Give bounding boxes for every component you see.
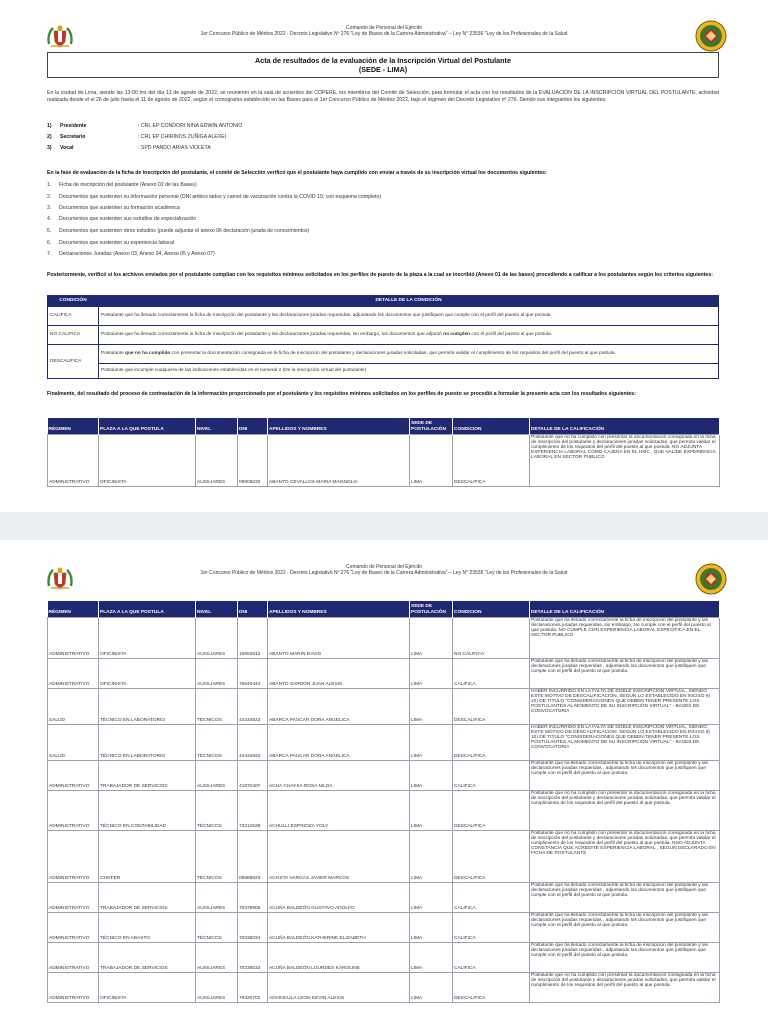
detail-emphasis: que no ha cumplido — [125, 351, 171, 357]
cell-nivel: AUXILIARES — [196, 942, 238, 972]
copere-seal-logo — [694, 562, 728, 596]
table-row — [48, 830, 720, 882]
item-num: 3. — [47, 205, 52, 211]
condition-label: NO CALIFICA — [48, 326, 99, 344]
header-line-2: 1er Concurso Público de Méritos 2022 - Decreto Legislativo Nº 276 "Ley de Bases de la Carrera Administrativa" – Ley N° 23536 "Ley de los Profesionales de la Salud — [200, 570, 568, 577]
item-num: 4. — [47, 216, 52, 222]
item-num: 5. — [47, 228, 52, 234]
table-row — [48, 790, 720, 830]
cell-sede: LIMA — [410, 912, 453, 942]
table-row — [48, 760, 720, 790]
cell-dni: 76320702 — [238, 972, 268, 1002]
phase-paragraph: En la fase de evaluación de la ficha de inscripción del postulante, el comité de Selección verificó que el postulante haya cumplido con enviar a través de su inscripción virtual los documentos siguientes: — [47, 170, 547, 176]
condition-label: DESCALIFICA — [48, 345, 99, 378]
document-item-1 — [47, 182, 197, 188]
cell-regimen: ADMINISTRATIVO — [48, 972, 99, 1002]
cell-plaza: OFICINISTA — [99, 434, 196, 486]
condition-detail — [99, 345, 718, 363]
cell-nivel: AUXILIARES — [196, 658, 238, 688]
results-table-page-2 — [47, 601, 720, 1003]
cell-plaza: TRABAJADOR DE SERVICIOS — [99, 942, 196, 972]
item-text: Documentos que sustenten otros estudios (puede adjuntar el anexo 06 declaración jurada de conocimientos) — [59, 228, 310, 234]
cell-nivel: AUXILIARES — [196, 617, 238, 658]
cell-nombres: ABANTO CEVALLOS MARIA MAGNOLIA — [268, 434, 410, 486]
title-line-2: (SEDE - LIMA) — [358, 64, 408, 74]
item-num: 2. — [47, 194, 52, 200]
final-paragraph: Finalmente, del resultado del proceso de contrastación de la información proporcionado por el postulante y los requisitos mínimos solicitados en los perfiles de puesto se procedió a formular la presente acta con los resultados siguientes: — [47, 391, 636, 397]
cell-detalle: Postulante que no ha cumplido con presentar la documentación consignada en la ficha de inscripción del postulante y declaraciones juradas solicitadas, que permita validar el cumplimiento de los requisitos del perfil del puesto al que postula. NO ADJUNTA EXPERIENCIA LABORAL COMO CAJERA EN EL HMC , QUE VALIDE EXPERIENCIA LABORAL EN SECTOR PUBLICO — [530, 434, 720, 486]
cell-dni: 41870407 — [238, 760, 268, 790]
table-row — [48, 724, 720, 760]
document-page-2 — [0, 540, 768, 1024]
cell-nivel: TÉCNICOS — [196, 688, 238, 724]
item-text: Documentos que sustenten su experiencia laboral — [59, 240, 175, 246]
cell-plaza: TÉCNICO EN LABORATORIO — [99, 688, 196, 724]
cell-dni: 70336033 — [238, 942, 268, 972]
member-num: 3) — [47, 145, 52, 151]
cell-detalle: HABER INCURRIDO EN LA FALTA DE DOBLE INSCRIPCIÓN VIRTUAL, SIENDO ESTE MOTIVO DE DESCALIFICACIÓN, SEGÚN LO ESTABLECIDO EN INCISO 9) 10) DE TITULO "CONSIDERACIONES QUE DEBEN TENER PRESENTE LOS POSTULANTES AL MOMENTO DE SU INSCRIPCIÓN VIRTUAL" - BASES DE CONVOCATORIA — [530, 724, 720, 760]
cell-detalle: HABER INCURRIDO EN LA FALTA DE DOBLE INSCRIPCIÓN VIRTUAL, SIENDO ESTE MOTIVO DE DESCALIFICACIÓN, SEGÚN LO ESTABLECIDO EN INCISO 9) 10) DE TITULO "CONSIDERACIONES QUE DEBEN TENER PRESENTE LOS POSTULANTES AL MOMENTO DE SU INSCRIPCIÓN VIRTUAL" - BASES DE CONVOCATORIA — [530, 688, 720, 724]
cell-nombres: ABANTO MARIN DAVID — [268, 617, 410, 658]
cell-dni: 76640444 — [238, 658, 268, 688]
document-item-4 — [47, 216, 196, 222]
col-condicion: CONDICION — [453, 601, 530, 617]
cell-nivel: TÉCNICOS — [196, 724, 238, 760]
col-nivel: NIVEL — [196, 601, 238, 617]
cell-sede: LIMA — [410, 724, 453, 760]
table-row — [48, 942, 720, 972]
col-dni: DNI — [238, 418, 268, 434]
detail-part: Postulante que ha llenado correctamente la ficha de inscripción del postulante y las declaraciones juradas requeridas, sin embargo, los documentos que adjuntó — [101, 332, 442, 338]
cell-sede: LIMA — [410, 790, 453, 830]
cell-nivel: AUXILIARES — [196, 882, 238, 912]
cell-nombres: ACOSTA VARGAS JAVIER MARCOS — [268, 830, 410, 882]
cell-nivel: AUXILIARES — [196, 972, 238, 1002]
condition-header: CONDICIÓN — [48, 296, 99, 306]
detail-header: DETALLE DE LA CONDICIÓN — [99, 296, 718, 306]
cell-nombres: ABARCA PAUCAR DORA ANGELICA — [268, 724, 410, 760]
member-num: 2) — [47, 134, 52, 140]
col-dni: DNI — [238, 601, 268, 617]
cell-condicion: DESCALIFICA — [453, 790, 530, 830]
table-row — [48, 882, 720, 912]
cell-condicion: DESCALIFICA — [453, 830, 530, 882]
cell-sede: LIMA — [410, 972, 453, 1002]
cell-plaza: TÉCNICO EN LABORATORIO — [99, 724, 196, 760]
document-header — [0, 25, 768, 37]
cell-detalle: Postulante que no ha cumplido con presentar la documentación consignada en la ficha de inscripción del postulante y declaraciones juradas solicitadas, que permita validar el cumplimiento de los requisitos del perfil del puesto al que postula. NNO ADJUNTA CONSTANCIA QUE ACREDITE EXPERIENCIA LABORAL , SEGUN DECLARADO EN FICHA DE POSTULANTE — [530, 830, 720, 882]
cell-nivel: AUXILIARES — [196, 434, 238, 486]
condition-detail — [99, 326, 718, 344]
cell-detalle: Postulante que ha llenado correctamente la ficha de inscripción del postulante y las declaraciones juradas requeridas , adjuntando los documentos que justifiquen que cumple con el perfil del puesto al que postula. — [530, 760, 720, 790]
copere-seal-logo — [694, 19, 728, 53]
cell-plaza: CHOFER — [99, 830, 196, 882]
col-detalle: DETALLE DE LA CALIFICACIÓN — [530, 601, 720, 617]
col-nivel: NIVEL — [196, 418, 238, 434]
col-condicion: CONDICION — [453, 418, 530, 434]
cell-sede: LIMA — [410, 617, 453, 658]
member-name: : CRL EP CONDORI NINA EDWIN ANTONIO — [138, 123, 243, 129]
cell-condicion: DESCALIFICA — [453, 434, 530, 486]
document-item-7 — [47, 251, 215, 257]
cell-sede: LIMA — [410, 882, 453, 912]
cell-sede: LIMA — [410, 830, 453, 882]
cell-condicion: DESCALIFICA — [453, 724, 530, 760]
cell-nombres: ACHA CHAYSA ROSA NILDA — [268, 760, 410, 790]
cell-detalle: Postulante que ha llenado correctamente la ficha de inscripción del postulante y las declaraciones juradas requeridas , adjuntando los documentos que justifiquen que cumple con el perfil del puesto al que postula. — [530, 658, 720, 688]
document-item-6 — [47, 240, 174, 246]
table-row — [48, 434, 720, 486]
cell-condicion: CALIFICA — [453, 912, 530, 942]
cell-nombres: ACUÑA BALDEÓN KATHERINE ELIZABETH — [268, 912, 410, 942]
header-line-1: Comando de Personal del Ejército — [346, 25, 422, 31]
cell-plaza: OFICINISTA — [99, 972, 196, 1002]
item-num: 6. — [47, 240, 52, 246]
cell-regimen: ADMINISTRATIVO — [48, 942, 99, 972]
table-row — [48, 617, 720, 658]
col-plaza: PLAZA A LA QUE POSTULA — [99, 601, 196, 617]
cell-nombres: ABANTO SARDON JUAN ALEXIS — [268, 658, 410, 688]
cell-regimen: ADMINISTRATIVO — [48, 658, 99, 688]
cell-detalle: Postulante que ha llenado correctamente la ficha de inscripción del postulante y las declaraciones juradas requeridas , adjuntando los documentos que justifiquen que cumple con el perfil del puesto al que postula. — [530, 942, 720, 972]
member-vocal — [47, 145, 211, 151]
table-row — [48, 658, 720, 688]
cell-dni: 44434823 — [238, 724, 268, 760]
cell-nivel: TÉCNICOS — [196, 830, 238, 882]
cell-condicion: CALIFICA — [453, 760, 530, 790]
cell-detalle: Postulante que no ha cumplido con presentar la documentación consignada en la ficha de inscripción del postulante y declaraciones juradas solicitadas, que permita validar el cumplimiento de los requisitos del perfil del puesto al que postula. — [530, 972, 720, 1002]
cell-condicion: CALIFICA — [453, 942, 530, 972]
cell-regimen: ADMINISTRATIVO — [48, 617, 99, 658]
cell-condicion: DESCALIFICA — [453, 972, 530, 1002]
detail-part: Postulante — [101, 351, 126, 357]
document-title — [47, 52, 719, 78]
condition-label: CALIFICA — [48, 307, 99, 325]
cell-regimen: SALUD — [48, 688, 99, 724]
intro-paragraph: En la ciudad de Lima, siendo las 13:00 hrs del día 12 de agosto de 2022, se reunieron en la sala de acuerdos del COPERE, los miembros del Comité de Selección, para formular el acta con los resultados de la EVALUACIÓN DE LA INSCRIPCIÓN VIRTUAL DEL POSTULANTE, actividad realizada desde el el 26 de julio hasta el 11 de agosto de 2022, según el cronograma establecido en las Bases para el 1er Concurso Público de Méritos 2022, bajo el régimen del Decreto Legislativo nº 276. Siendo sus integrantes los siguientes: — [47, 90, 719, 103]
document-item-3 — [47, 205, 180, 211]
col-detalle: DETALLE DE LA CALIFICACIÓN — [530, 418, 720, 434]
document-header — [0, 564, 768, 576]
descalifica-details — [99, 345, 718, 378]
item-num: 1. — [47, 182, 52, 188]
cell-regimen: ADMINISTRATIVO — [48, 912, 99, 942]
cell-nivel: TÉCNICOS — [196, 912, 238, 942]
cell-dni: 44434823 — [238, 688, 268, 724]
cell-dni: 70336034 — [238, 912, 268, 942]
condition-row-descalifica — [48, 344, 718, 378]
condition-detail: Postulante que incumple cualquiera de las indicaciones establecidas en el numeral 2 (De la inscripción virtual del postulante) — [99, 363, 718, 378]
cell-nivel: AUXILIARES — [196, 760, 238, 790]
table-row — [48, 688, 720, 724]
cell-sede: LIMA — [410, 942, 453, 972]
col-nombres: APELLIDOS Y NOMBRES — [268, 601, 410, 617]
results-header-row — [48, 601, 720, 617]
cell-detalle: Postulante que ha llenado correctamente la ficha de inscripción del postulante y las declaraciones juradas requeridas, sin embargo, No cumple con el perfil del puesto al que postula. NO CUMPLE CON EXPERIENCIA LABORAL ESPECIFICA EN EL SECTOR PUBLICO — [530, 617, 720, 658]
cell-sede: LIMA — [410, 658, 453, 688]
col-regimen: RÉGIMEN — [48, 418, 99, 434]
col-plaza: PLAZA A LA QUE POSTULA — [99, 418, 196, 434]
cell-nombres: ADVINCULA LEON KEVIN ALEXIS — [268, 972, 410, 1002]
item-text: Documentos que sustenten su información personal (DNI ambos lados y carnet de vacunación contra la COVID 19, con esquema completo) — [59, 194, 382, 200]
condition-row-califica — [48, 306, 718, 325]
cell-regimen: ADMINISTRATIVO — [48, 434, 99, 486]
cell-nombres: ACUÑA BALDEÓN GUSTAVO ADOLFO — [268, 882, 410, 912]
title-line-1: Acta de resultados de la evaluación de la Inscripción Virtual del Postulante — [255, 56, 511, 65]
item-text: Documentos que sustenten su formación académica — [59, 205, 180, 211]
cell-plaza: OFICINISTA — [99, 658, 196, 688]
detail-part: con presentar la documentación consignada en la ficha de inscripción del postulante y declaraciones juradas solicitadas, que permita validar el cumplimiento de los requisitos del perfil del puesto al que postula. — [170, 351, 616, 357]
cell-regimen: ADMINISTRATIVO — [48, 830, 99, 882]
member-num: 1) — [47, 123, 52, 129]
cell-detalle: Postulante que no ha cumplido con presentar la documentación consignada en la ficha de inscripción del postulante y declaraciones juradas solicitadas, que permita validar el cumplimiento de los requisitos del perfil del puesto al que postula. — [530, 790, 720, 830]
cell-condicion: CALIFICA — [453, 882, 530, 912]
cell-dni: 73212528 — [238, 790, 268, 830]
header-line-1: Comando de Personal del Ejército — [346, 564, 422, 570]
cell-plaza: OFICINISTA — [99, 617, 196, 658]
cell-nombres: ACHULLI ESPINOZA YOLY — [268, 790, 410, 830]
cell-dni: 10652612 — [238, 617, 268, 658]
detail-part: con el perfil del puesto al que postula. — [471, 332, 552, 338]
cell-dni: 09905033 — [238, 434, 268, 486]
document-item-2 — [47, 194, 381, 200]
cell-regimen: ADMINISTRATIVO — [48, 790, 99, 830]
header-line-2: 1er Concurso Público de Méritos 2022 - Decreto Legislativo Nº 276 "Ley de Bases de la Carrera Administrativa" – Ley N° 23536 "Ley de los Profesionales de la Salud — [200, 31, 568, 38]
results-header-row — [48, 418, 720, 434]
results-table-page-1 — [47, 418, 720, 487]
item-num: 7. — [47, 251, 52, 257]
condition-row-no-califica — [48, 325, 718, 344]
member-president — [47, 123, 242, 129]
cell-regimen: SALUD — [48, 724, 99, 760]
cell-plaza: TÉCNICO EN ABASTO — [99, 912, 196, 942]
member-role: Vocal — [60, 145, 74, 151]
member-secretary — [47, 134, 226, 140]
cell-condicion: DESCALIFICA — [453, 688, 530, 724]
col-sede: SEDE DE POSTULACIÓN — [410, 418, 453, 434]
document-item-5 — [47, 228, 309, 234]
cell-dni: 08988823 — [238, 830, 268, 882]
item-text: Declaraciones Juradas (Anexo 03, Anexo 04, Anexo 05 y Anexo 07) — [59, 251, 215, 257]
col-regimen: RÉGIMEN — [48, 601, 99, 617]
cell-regimen: ADMINISTRATIVO — [48, 882, 99, 912]
member-role: Presidente — [60, 123, 87, 129]
cell-sede: LIMA — [410, 760, 453, 790]
table-row — [48, 912, 720, 942]
member-role: Secretario — [60, 134, 86, 140]
cell-detalle: Postulante que ha llenado correctamente la ficha de inscripción del postulante y las declaraciones juradas requeridas , adjuntando los documentos que justifiquen que cumple con el perfil del puesto al que postula. — [530, 912, 720, 942]
cell-detalle: Postulante que ha llenado correctamente la ficha de inscripción del postulante y las declaraciones juradas requeridas , adjuntando los documentos que justifiquen que cumple con el perfil del puesto al que postula. — [530, 882, 720, 912]
detail-emphasis: no cumplen — [443, 332, 471, 338]
cell-plaza: TÉCNICO EN CONTABILIDAD — [99, 790, 196, 830]
member-name: : SPD PANDO ARIAS VIOLETA — [138, 145, 211, 151]
col-nombres: APELLIDOS Y NOMBRES — [268, 418, 410, 434]
table-row — [48, 972, 720, 1002]
item-text: Documentos que sustenten sus estudios de especialización — [59, 216, 197, 222]
page-separator — [0, 512, 768, 540]
cell-sede: LIMA — [410, 688, 453, 724]
cell-condicion: CALIFICA — [453, 658, 530, 688]
col-sede: SEDE DE POSTULACIÓN — [410, 601, 453, 617]
cell-regimen: ADMINISTRATIVO — [48, 760, 99, 790]
condition-detail: Postulante que ha llenado correctamente la ficha de inscripción del postulante y las declaraciones juradas requeridas, adjuntando los documentos que justifiquen que cumple con el perfil del puesto al que postula. — [101, 313, 552, 319]
cell-plaza: TRABAJADOR DE SERVICIOS — [99, 760, 196, 790]
cell-nombres: ABARCA PAUCAR DORA ANGELICA — [268, 688, 410, 724]
item-text: Ficha de inscripción del postulante (Anexo 02 de las Bases) — [59, 182, 197, 188]
cell-condicion: NO CALIFICA — [453, 617, 530, 658]
cell-nombres: ACUÑA BALDEÓN LOURDES KAROLINE — [268, 942, 410, 972]
cell-sede: LIMA — [410, 434, 453, 486]
member-name: : CRL EP CHIRINOS ZUÑIGA ALEXEI — [138, 134, 227, 140]
cell-nivel: TÉCNICOS — [196, 790, 238, 830]
conditions-table — [47, 295, 719, 379]
conditions-header-row — [48, 296, 718, 306]
cell-plaza: TRABAJADOR DE SERVICIOS — [99, 882, 196, 912]
criteria-paragraph: Posteriormente, verificó si los archivos enviados por el postulante cumplían con los requisitos mínimos solicitados en los perfiles de puesto de la plaza a la cual se inscribió (Anexo 01 de las bases) procediendo a calificar a los postulantes según los criterios siguientes: — [47, 272, 713, 278]
cell-dni: 70378905 — [238, 882, 268, 912]
